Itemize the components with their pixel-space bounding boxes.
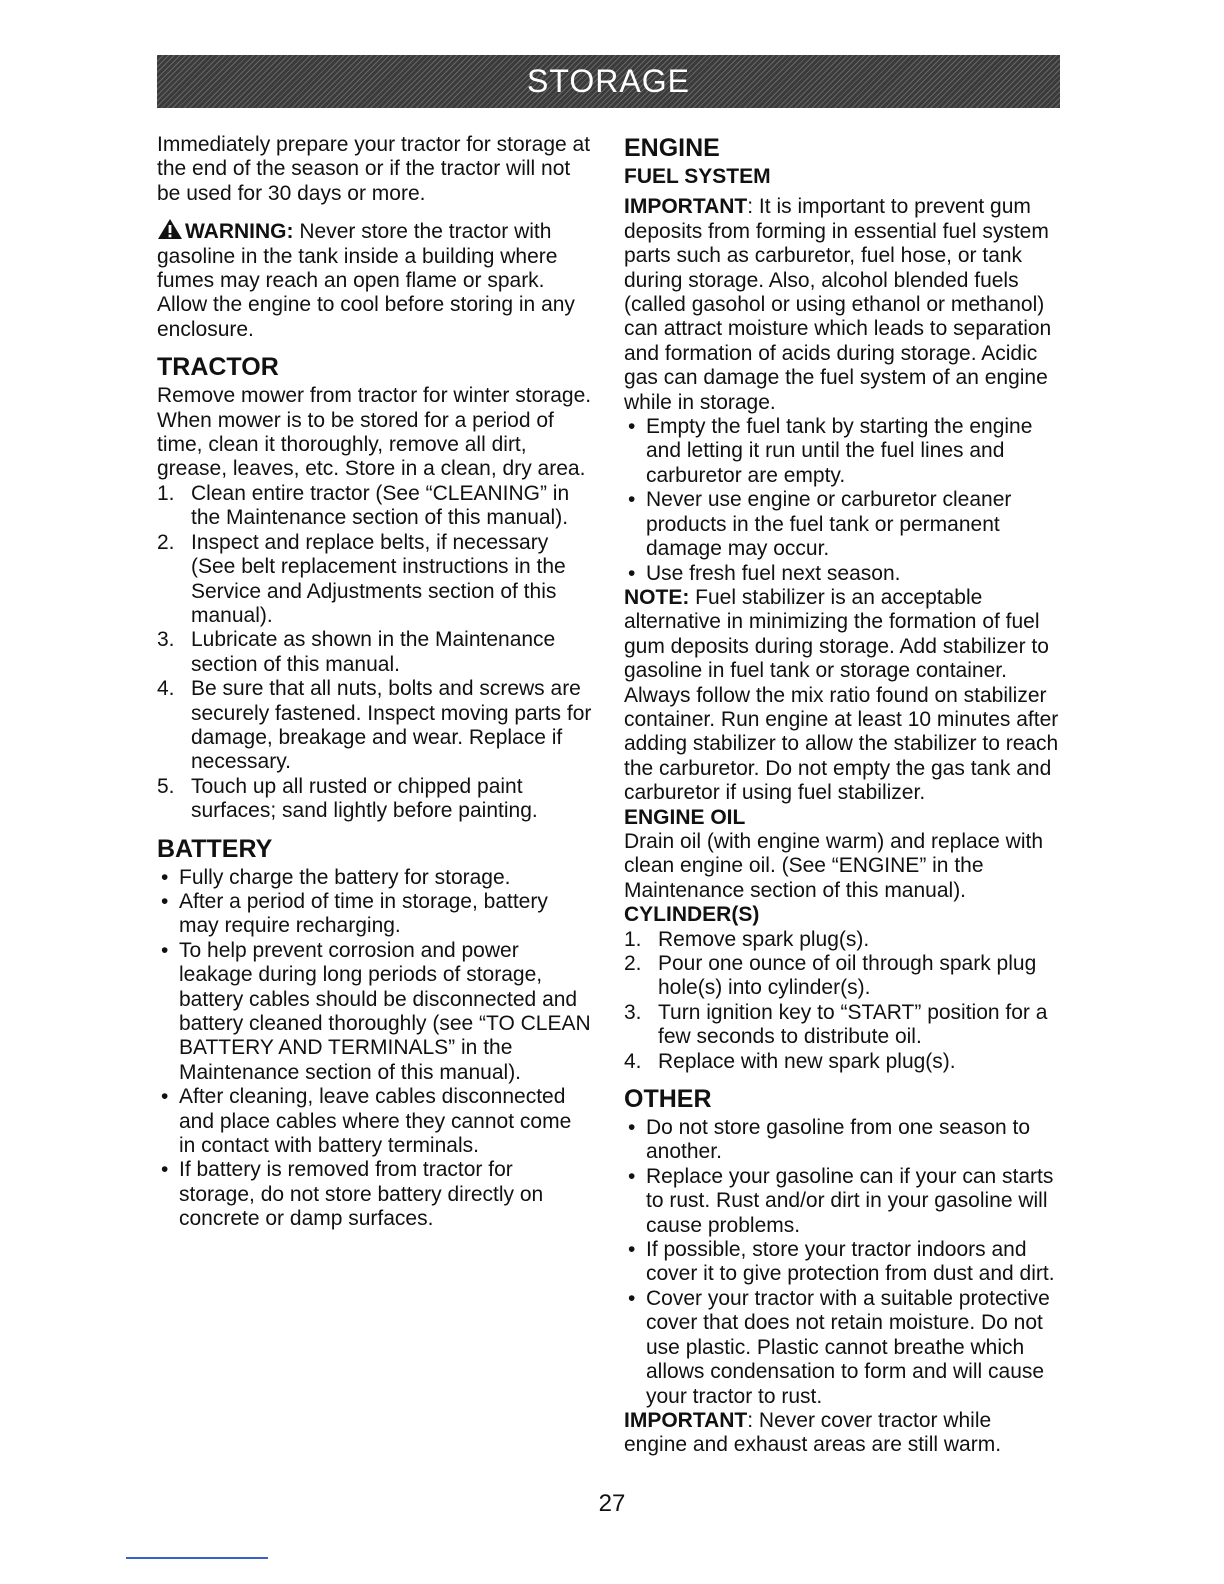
bullet-text: After a period of time in storage, battery may require recharging.: [179, 889, 548, 938]
important-label: IMPORTANT: [624, 195, 748, 219]
bullet-dot: •: [628, 561, 636, 585]
bullet-text: If battery is removed from tractor for storage, do not store battery directly on concrete or damp surfaces.: [179, 1158, 544, 1231]
step-text: Be sure that all nuts, bolts and screws are securely fastened. Inspect moving parts for damage, breakage and wear. Replace if necessary.: [191, 677, 592, 774]
list-item: [157, 1158, 593, 1231]
engine-oil-heading: ENGINE OIL: [624, 805, 746, 829]
list-item: [157, 775, 593, 824]
fuel-bullets: [624, 415, 1060, 586]
warning-text: Never store the tractor with gasoline in the tank inside a building where fumes may reach an open flame or spark. Allow the engine to cool before storing in any enclosure.: [157, 220, 575, 341]
list-item: [157, 866, 593, 890]
cylinder-steps: [624, 928, 1060, 1074]
fuel-system-heading: FUEL SYSTEM: [624, 165, 771, 188]
list-item: [624, 1165, 1060, 1238]
step-number: 4.: [624, 1049, 642, 1073]
step-number: 1.: [157, 481, 175, 505]
step-text: Pour one ounce of oil through spark plug hole(s) into cylinder(s).: [658, 952, 1037, 1000]
step-text: Lubricate as shown in the Maintenance section of this manual.: [191, 628, 556, 676]
bullet-text: Use fresh fuel next season.: [646, 561, 901, 585]
step-number: 2.: [624, 952, 642, 975]
tractor-heading: TRACTOR: [157, 353, 279, 382]
list-item: [624, 1050, 1060, 1074]
step-number: 4.: [157, 677, 175, 701]
engine-heading: ENGINE: [624, 134, 720, 162]
list-item: [157, 531, 593, 629]
bullet-text: Empty the fuel tank by starting the engine and letting it run until the fuel lines and carburetor are empty.: [646, 415, 1033, 487]
bullet-dot: •: [628, 1164, 636, 1188]
bullet-dot: •: [628, 415, 636, 439]
bullet-text: Never use engine or carburetor cleaner products in the fuel tank or permanent damage may occur.: [646, 488, 1012, 561]
other-bullets: [624, 1116, 1060, 1409]
note-text: Fuel stabilizer is an acceptable alternative in minimizing the formation of fuel gum deposits during storage. Add stabilizer to gasoline in fuel tank or storage container. Always follow the mix ratio found on stabilizer container. Run engine at least 10 minutes after adding stabilizer to allow the stabilizer to reach the carburetor. Do not empty the gas tank and carburetor if using fuel stabilizer.: [624, 585, 1059, 805]
list-item: [624, 952, 1060, 1001]
list-item: [624, 1001, 1060, 1050]
list-item: [157, 628, 593, 677]
list-item: [624, 928, 1060, 952]
tractor-steps: [157, 482, 593, 824]
step-text: Inspect and replace belts, if necessary (See belt replacement instructions in the Service and Adjustments section of this manual).: [191, 530, 566, 627]
fuel-important-paragraph: [624, 195, 1060, 415]
bullet-dot: •: [628, 1116, 636, 1140]
step-text: Remove spark plug(s).: [658, 927, 870, 951]
list-item: [624, 1238, 1060, 1287]
right-column: [624, 133, 1060, 1458]
footer-rule: [126, 1557, 268, 1559]
warning-paragraph: [157, 218, 593, 342]
list-item: [157, 1085, 593, 1158]
left-column: [157, 133, 593, 1232]
list-item: [624, 488, 1060, 561]
bullet-dot: •: [161, 938, 169, 962]
list-item: [157, 677, 593, 775]
step-number: 3.: [157, 628, 175, 652]
bullet-dot: •: [161, 865, 169, 889]
bullet-dot: •: [628, 488, 636, 512]
important-text: : Never cover tractor while engine and exhaust areas are still warm.: [624, 1408, 1002, 1457]
important-text: : It is important to prevent gum deposits from forming in essential fuel system parts such as carburetor, fuel hose, or tank during storage. Also, alcohol blended fuels (called gasohol or using ethanol or methanol) can attract moisture which leads to separation and formation of acids during storage. Acidic gas can damage the fuel system of an engine while in storage.: [624, 195, 1052, 414]
other-important-paragraph: [624, 1409, 1060, 1458]
warning-label: WARNING:: [185, 220, 294, 244]
page-number: 27: [598, 1490, 626, 1517]
list-item: [624, 1116, 1060, 1165]
engine-oil-text: Drain oil (with engine warm) and replace with clean engine oil. (See “ENGINE” in the Maintenance section of this manual).: [624, 829, 1044, 902]
bullet-dot: •: [161, 889, 169, 913]
step-number: 1.: [624, 927, 642, 951]
list-item: [624, 415, 1060, 488]
step-number: 5.: [157, 774, 175, 798]
bullet-text: Do not store gasoline from one season to another.: [646, 1116, 1031, 1164]
list-item: [157, 482, 593, 531]
list-item: [624, 562, 1060, 586]
note-label: NOTE:: [624, 585, 690, 609]
step-number: 2.: [157, 530, 175, 554]
step-text: Turn ignition key to “START” position for a few seconds to distribute oil.: [658, 1000, 1048, 1049]
cylinders-heading: CYLINDER(S): [624, 903, 760, 927]
warning-triangle-icon: [157, 218, 183, 240]
bullet-dot: •: [628, 1286, 636, 1310]
battery-bullets: [157, 866, 593, 1232]
list-item: [157, 939, 593, 1085]
bullet-dot: •: [161, 1158, 169, 1182]
intro-paragraph: Immediately prepare your tractor for storage at the end of the season or if the tractor will not be used for 30 days or more.: [157, 133, 591, 205]
list-item: [624, 1287, 1060, 1409]
step-text: Replace with new spark plug(s).: [658, 1049, 956, 1073]
list-item: [157, 890, 593, 939]
note-paragraph: [624, 586, 1060, 806]
bullet-text: To help prevent corrosion and power leakage during long periods of storage, battery cables should be disconnected and battery cleaned thoroughly (see “TO CLEAN BATTERY AND TERMINALS” in the Maintenance section of this manual).: [179, 938, 591, 1084]
bullet-text: Cover your tractor with a suitable protective cover that does not retain moisture. Do not use plastic. Plastic cannot breathe which allows condensation to form and will cause your tractor to rust.: [646, 1286, 1050, 1408]
step-text: Touch up all rusted or chipped paint surfaces; sand lightly before painting.: [191, 774, 538, 823]
bullet-text: After cleaning, leave cables disconnected and place cables where they cannot come in contact with battery terminals.: [179, 1085, 572, 1158]
bullet-text: If possible, store your tractor indoors and cover it to give protection from dust and dirt.: [646, 1238, 1055, 1286]
bullet-text: Replace your gasoline can if your can starts to rust. Rust and/or dirt in your gasoline will cause problems.: [646, 1164, 1054, 1237]
step-number: 3.: [624, 1000, 642, 1024]
step-text: Clean entire tractor (See “CLEANING” in the Maintenance section of this manual).: [191, 481, 570, 530]
section-banner: [157, 55, 1060, 108]
bullet-dot: •: [628, 1238, 636, 1262]
other-heading: OTHER: [624, 1085, 712, 1114]
important-label: IMPORTANT: [624, 1408, 748, 1432]
page-title: STORAGE: [527, 63, 690, 99]
bullet-text: Fully charge the battery for storage.: [179, 865, 511, 889]
tractor-intro: Remove mower from tractor for winter storage. When mower is to be stored for a period of time, clean it thoroughly, remove all dirt, grease, leaves, etc. Store in a clean, dry area.: [157, 384, 592, 481]
battery-heading: BATTERY: [157, 834, 273, 863]
bullet-dot: •: [161, 1085, 169, 1109]
